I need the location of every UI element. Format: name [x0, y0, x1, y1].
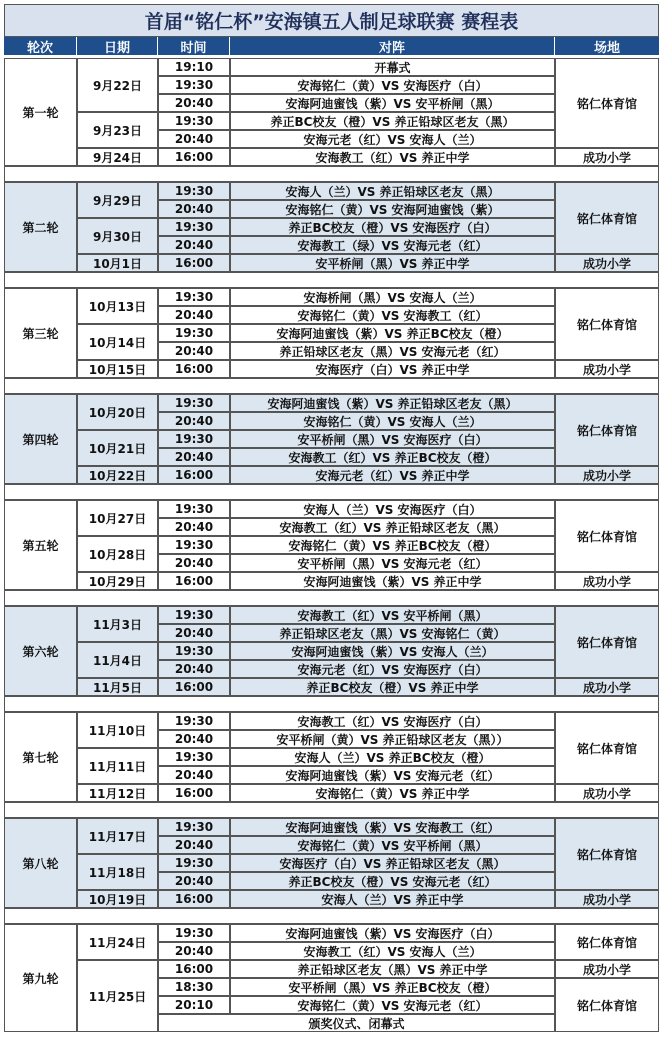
- match-cell: 安海元老（红）VS 养正中学: [230, 466, 555, 484]
- date-cell: 10月28日: [77, 536, 158, 572]
- date-cell: 11月10日: [77, 712, 158, 748]
- match-cell: 安海阿迪蜜饯（紫）VS 养正BC校友（橙）: [230, 324, 555, 342]
- time-cell: 16:00: [158, 960, 230, 978]
- venue-cell: 成功小学: [555, 254, 659, 272]
- time-cell: 20:40: [158, 412, 230, 430]
- venue-cell: 成功小学: [555, 960, 659, 978]
- match-cell: 安海人（兰）VS 养正铅球区老友（黑）: [230, 182, 555, 200]
- match-cell: 安海铭仁（黄）VS 安海教工（红）: [230, 306, 555, 324]
- venue-cell: 铭仁体育馆: [555, 58, 659, 148]
- time-cell: 16:00: [158, 890, 230, 908]
- time-cell: 19:30: [158, 748, 230, 766]
- match-cell: 安海人（兰）VS 养正中学: [230, 890, 555, 908]
- time-cell: 19:30: [158, 712, 230, 730]
- round-separator: [4, 908, 659, 924]
- time-cell: 19:30: [158, 324, 230, 342]
- venue-cell: 铭仁体育馆: [555, 712, 659, 784]
- time-cell: 19:30: [158, 642, 230, 660]
- date-cell: 11月25日: [77, 960, 158, 1032]
- time-cell: 19:30: [158, 288, 230, 306]
- round-label: 第二轮: [4, 182, 77, 272]
- date-cell: 10月27日: [77, 500, 158, 536]
- date-cell: 10月15日: [77, 360, 158, 378]
- header-date: 日期: [77, 37, 158, 55]
- venue-cell: 铭仁体育馆: [555, 924, 659, 960]
- time-cell: 19:30: [158, 218, 230, 236]
- time-cell: 20:40: [158, 942, 230, 960]
- match-cell: 安海铭仁（黄）VS 安海阿迪蜜饯（紫）: [230, 200, 555, 218]
- venue-cell: 成功小学: [555, 572, 659, 590]
- match-cell: 安海元老（红）VS 安海医疗（白）: [230, 660, 555, 678]
- date-cell: 9月23日: [77, 112, 158, 148]
- date-cell: 11月3日: [77, 606, 158, 642]
- time-cell: 16:00: [158, 148, 230, 166]
- time-cell: 16:00: [158, 254, 230, 272]
- round-label: 第八轮: [4, 818, 77, 908]
- match-cell: 安海阿迪蜜饯（紫）VS 安平桥闸（黑）: [230, 94, 555, 112]
- round-label: 第四轮: [4, 394, 77, 484]
- venue-cell: 铭仁体育馆: [555, 978, 659, 1032]
- match-cell: 安海铭仁（黄）VS 养正中学: [230, 784, 555, 802]
- match-cell: 安海教工（红）VS 安平桥闸（黑）: [230, 606, 555, 624]
- match-cell: 安海阿迪蜜饯（紫）VS 养正中学: [230, 572, 555, 590]
- match-cell: 安平桥闸（黑）VS 养正中学: [230, 254, 555, 272]
- time-cell: 20:40: [158, 94, 230, 112]
- page-title: 首届“铭仁杯”安海镇五人制足球联赛 赛程表: [4, 4, 659, 37]
- venue-cell: 成功小学: [555, 360, 659, 378]
- date-cell: 11月4日: [77, 642, 158, 678]
- match-cell: 安海教工（红）VS 养正中学: [230, 148, 555, 166]
- round-separator: [4, 590, 659, 606]
- time-cell: 19:30: [158, 430, 230, 448]
- match-cell: 颁奖仪式、闭幕式: [158, 1014, 555, 1032]
- venue-cell: 铭仁体育馆: [555, 606, 659, 678]
- time-cell: 19:30: [158, 500, 230, 518]
- time-cell: 16:00: [158, 466, 230, 484]
- header-time: 时间: [158, 37, 230, 55]
- time-cell: 20:40: [158, 236, 230, 254]
- round-separator: [4, 484, 659, 500]
- header-match: 对阵: [230, 37, 555, 55]
- time-cell: 19:30: [158, 76, 230, 94]
- venue-cell: 成功小学: [555, 678, 659, 696]
- time-cell: 20:40: [158, 342, 230, 360]
- time-cell: 19:10: [158, 58, 230, 76]
- time-cell: 20:40: [158, 554, 230, 572]
- venue-cell: 成功小学: [555, 890, 659, 908]
- time-cell: 16:00: [158, 360, 230, 378]
- venue-cell: 成功小学: [555, 466, 659, 484]
- match-cell: 安海教工（红）VS 养正铅球区老友（黑）: [230, 518, 555, 536]
- match-cell: 安海人（兰）VS 安海医疗（白）: [230, 500, 555, 518]
- match-cell: 安海阿迪蜜饯（紫）VS 安海医疗（白）: [230, 924, 555, 942]
- time-cell: 20:10: [158, 996, 230, 1014]
- venue-cell: 铭仁体育馆: [555, 818, 659, 890]
- time-cell: 20:40: [158, 200, 230, 218]
- round-label: 第七轮: [4, 712, 77, 802]
- venue-cell: 铭仁体育馆: [555, 288, 659, 360]
- match-cell: 安海铭仁（黄）VS 养正BC校友（橙）: [230, 536, 555, 554]
- round-separator: [4, 378, 659, 394]
- date-cell: 11月24日: [77, 924, 158, 960]
- match-cell: 养正铅球区老友（黑）VS 安海铭仁（黄）: [230, 624, 555, 642]
- match-cell: 安平桥闸（黑）VS 安海元老（红）: [230, 554, 555, 572]
- time-cell: 16:00: [158, 784, 230, 802]
- date-cell: 10月22日: [77, 466, 158, 484]
- time-cell: 16:00: [158, 678, 230, 696]
- date-cell: 11月17日: [77, 818, 158, 854]
- match-cell: 安海教工（红）VS 安海人（兰）: [230, 942, 555, 960]
- match-cell: 安海铭仁（黄）VS 安平桥闸（黑）: [230, 836, 555, 854]
- match-cell: 安海教工（红）VS 安海医疗（白）: [230, 712, 555, 730]
- match-cell: 安海铭仁（黄）VS 安海元老（红）: [230, 996, 555, 1014]
- date-cell: 9月22日: [77, 58, 158, 112]
- header-round: 轮次: [4, 37, 77, 55]
- date-cell: 10月29日: [77, 572, 158, 590]
- time-cell: 19:30: [158, 854, 230, 872]
- date-cell: 9月30日: [77, 218, 158, 254]
- date-cell: 10月21日: [77, 430, 158, 466]
- match-cell: 安海阿迪蜜饯（紫）VS 养正铅球区老友（黑）: [230, 394, 555, 412]
- round-label: 第六轮: [4, 606, 77, 696]
- match-cell: 安海铭仁（黄）VS 安海医疗（白）: [230, 76, 555, 94]
- match-cell: 安海阿迪蜜饯（紫）VS 安海人（兰）: [230, 642, 555, 660]
- match-cell: 安海元老（红）VS 安海人（兰）: [230, 130, 555, 148]
- time-cell: 20:40: [158, 660, 230, 678]
- venue-cell: 成功小学: [555, 784, 659, 802]
- match-cell: 安海桥闸（黑）VS 安海人（兰）: [230, 288, 555, 306]
- time-cell: 20:40: [158, 624, 230, 642]
- time-cell: 19:30: [158, 112, 230, 130]
- time-cell: 18:30: [158, 978, 230, 996]
- round-separator: [4, 802, 659, 818]
- match-cell: 开幕式: [230, 58, 555, 76]
- round-label: 第九轮: [4, 924, 77, 1032]
- date-cell: 10月1日: [77, 254, 158, 272]
- match-cell: 安平桥闸（黑）VS 养正BC校友（橙）: [230, 978, 555, 996]
- time-cell: 20:40: [158, 130, 230, 148]
- time-cell: 20:40: [158, 872, 230, 890]
- match-cell: 养正BC校友（橙）VS 养正中学: [230, 678, 555, 696]
- venue-cell: 铭仁体育馆: [555, 500, 659, 572]
- match-cell: 安海人（兰）VS 养正BC校友（橙）: [230, 748, 555, 766]
- match-cell: 安海阿迪蜜饯（紫）VS 安海元老（红）: [230, 766, 555, 784]
- date-cell: 10月20日: [77, 394, 158, 430]
- match-cell: 安海医疗（白）VS 养正中学: [230, 360, 555, 378]
- date-cell: 11月11日: [77, 748, 158, 784]
- date-cell: 9月29日: [77, 182, 158, 218]
- time-cell: 20:40: [158, 448, 230, 466]
- time-cell: 19:30: [158, 606, 230, 624]
- header-venue: 场地: [555, 37, 659, 55]
- time-cell: 16:00: [158, 572, 230, 590]
- round-label: 第三轮: [4, 288, 77, 378]
- date-cell: 11月5日: [77, 678, 158, 696]
- match-cell: 养正BC校友（橙）VS 养正铅球区老友（黑）: [230, 112, 555, 130]
- date-cell: 11月12日: [77, 784, 158, 802]
- time-cell: 19:30: [158, 818, 230, 836]
- time-cell: 19:30: [158, 394, 230, 412]
- time-cell: 19:30: [158, 924, 230, 942]
- match-cell: 养正铅球区老友（黑）VS 安海元老（红）: [230, 342, 555, 360]
- date-cell: 10月19日: [77, 890, 158, 908]
- venue-cell: 铭仁体育馆: [555, 182, 659, 254]
- match-cell: 安海阿迪蜜饯（紫）VS 安海教工（红）: [230, 818, 555, 836]
- date-cell: 10月14日: [77, 324, 158, 360]
- match-cell: 安海铭仁（黄）VS 安海人（兰）: [230, 412, 555, 430]
- date-cell: 10月13日: [77, 288, 158, 324]
- match-cell: 安海医疗（白）VS 养正铅球区老友（黑）: [230, 854, 555, 872]
- time-cell: 20:40: [158, 766, 230, 784]
- match-cell: 安海教工（绿）VS 安海元老（红）: [230, 236, 555, 254]
- match-cell: 养正BC校友（橙）VS 安海医疗（白）: [230, 218, 555, 236]
- match-cell: 养正BC校友（橙）VS 安海元老（红）: [230, 872, 555, 890]
- time-cell: 20:40: [158, 306, 230, 324]
- time-cell: 19:30: [158, 536, 230, 554]
- match-cell: 安海教工（红）VS 养正BC校友（橙）: [230, 448, 555, 466]
- match-cell: 安平桥闸（黑）VS 安海医疗（白）: [230, 430, 555, 448]
- venue-cell: 成功小学: [555, 148, 659, 166]
- venue-cell: 铭仁体育馆: [555, 394, 659, 466]
- round-separator: [4, 166, 659, 182]
- time-cell: 20:40: [158, 730, 230, 748]
- time-cell: 20:40: [158, 518, 230, 536]
- round-separator: [4, 272, 659, 288]
- round-separator: [4, 696, 659, 712]
- date-cell: 9月24日: [77, 148, 158, 166]
- time-cell: 19:30: [158, 182, 230, 200]
- match-cell: 安平桥闸（黄）VS 养正铅球区老友（黑））: [230, 730, 555, 748]
- time-cell: 20:40: [158, 836, 230, 854]
- round-label: 第一轮: [4, 58, 77, 166]
- round-label: 第五轮: [4, 500, 77, 590]
- match-cell: 养正铅球区老友（黑）VS 养正中学: [230, 960, 555, 978]
- date-cell: 11月18日: [77, 854, 158, 890]
